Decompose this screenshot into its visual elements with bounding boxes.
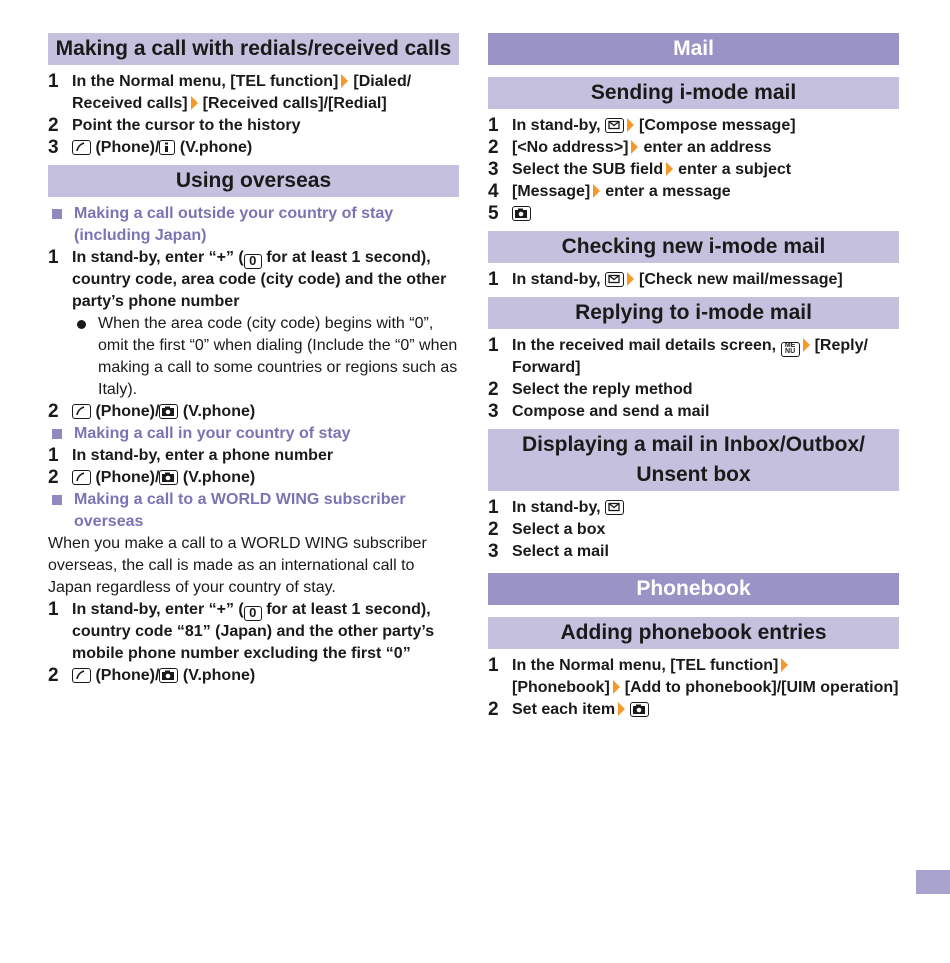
step-text: (Phone)/ (95, 667, 160, 684)
step-number: 2 (48, 115, 59, 136)
step (488, 137, 899, 159)
step (488, 269, 899, 291)
step-text: enter an address (643, 139, 772, 156)
step-text: In stand-by, (512, 499, 601, 516)
subheading-text: Making a call in your country of stay (74, 425, 351, 442)
phone-key-icon (72, 470, 91, 485)
step-text: Point the cursor to the history (72, 117, 301, 134)
step-text: [Add to phonebook]/[UIM operation] (624, 679, 899, 696)
step (48, 467, 459, 489)
phone-key-icon (72, 404, 91, 419)
note-text: When the area code (city code) begins with “0”, omit the first “0” when dialing (Include the “0” when making a call to some countries or regions such as Italy). (98, 315, 458, 398)
step-text: Select a box (512, 521, 606, 538)
menu-key-icon: ME NU (781, 342, 800, 357)
step (488, 115, 899, 137)
square-bullet-icon (52, 429, 62, 439)
camera-key-icon (159, 668, 178, 683)
step (488, 699, 899, 721)
section-header-redials: Making a call with redials/received calls (48, 33, 459, 65)
step (488, 519, 899, 541)
step-text: (V.phone) (182, 469, 256, 486)
step-text: (V.phone) (179, 139, 253, 156)
step-number: 1 (488, 115, 499, 136)
step (488, 497, 899, 519)
step (48, 137, 459, 159)
step-text: [<No address>] (512, 139, 629, 156)
square-bullet-icon (52, 495, 62, 505)
step-text: In stand-by, enter “+” ( (72, 249, 244, 266)
section-header-sending: Sending i-mode mail (488, 77, 899, 109)
camera-key-icon (159, 404, 178, 419)
mail-key-icon (605, 118, 624, 133)
arrow-icon (803, 338, 810, 352)
step-number: 1 (48, 71, 59, 92)
section-header-overseas: Using overseas (48, 165, 459, 197)
step-text: [Dialed/ (353, 73, 412, 90)
step-text: [Reply/ (814, 337, 868, 354)
step-number: 1 (488, 497, 499, 518)
step-number: 2 (488, 137, 499, 158)
step-number: 3 (488, 159, 499, 180)
arrow-icon (781, 658, 788, 672)
step (48, 247, 459, 313)
step-text: In stand-by, enter “+” ( (72, 601, 244, 618)
step-text: [Received calls]/[Redial] (202, 95, 387, 112)
bullet-note (48, 313, 459, 401)
step-text: [Message] (512, 183, 591, 200)
step-text: for at least 1 second), country code, area code (city code) and the other party’s phone number (72, 249, 447, 310)
step (48, 599, 459, 665)
step-text: (V.phone) (182, 667, 256, 684)
step-text: (V.phone) (182, 403, 256, 420)
phone-key-icon (72, 140, 91, 155)
square-bullet-icon (52, 209, 62, 219)
arrow-icon (593, 184, 600, 198)
right-column (488, 33, 899, 721)
section-header-displaying: Displaying a mail in Inbox/Outbox/ Unsent box (488, 429, 899, 491)
arrow-icon (618, 702, 625, 716)
step-text: Set each item (512, 701, 616, 718)
chapter-header-mail: Mail (488, 33, 899, 65)
step-number: 2 (48, 665, 59, 686)
subheading-text: Making a call to a WORLD WING subscriber overseas (74, 491, 406, 530)
left-column (48, 33, 459, 687)
step-text: for at least 1 second), country code “81” (Japan) and the other party’s mobile phone number excluding the first “0” (72, 601, 435, 662)
mail-key-icon (605, 272, 624, 287)
arrow-icon (341, 74, 348, 88)
step (488, 541, 899, 563)
step-number: 1 (48, 599, 59, 620)
step-number: 2 (488, 519, 499, 540)
step (48, 445, 459, 467)
subheading (48, 423, 459, 445)
camera-key-icon (512, 206, 531, 221)
chapter-header-phonebook: Phonebook (488, 573, 899, 605)
step-text: [Check new mail/message] (639, 271, 843, 288)
paragraph: When you make a call to a WORLD WING subscriber overseas, the call is made as an international call to Japan regardless of your country of stay. (48, 535, 427, 596)
step-text: Compose and send a mail (512, 403, 710, 420)
arrow-icon (666, 162, 673, 176)
step-number: 2 (488, 699, 499, 720)
step-text: Select a mail (512, 543, 609, 560)
step-number: 1 (48, 445, 59, 466)
step-text: (Phone)/ (95, 403, 160, 420)
step-text: Select the reply method (512, 381, 693, 398)
step (488, 335, 899, 379)
step-text: enter a message (605, 183, 731, 200)
arrow-icon (191, 96, 198, 110)
step (48, 401, 459, 423)
step-text: (Phone)/ (95, 469, 160, 486)
arrow-icon (631, 140, 638, 154)
step (488, 401, 899, 423)
step (48, 665, 459, 687)
camera-key-icon (630, 702, 649, 717)
section-header-checking: Checking new i-mode mail (488, 231, 899, 263)
step-number: 3 (488, 401, 499, 422)
step (488, 181, 899, 203)
step-text: In the Normal menu, [TEL function] (72, 73, 339, 90)
subheading (48, 489, 459, 533)
step-text: In stand-by, enter a phone number (72, 447, 334, 464)
step-text: In stand-by, (512, 117, 601, 134)
step-number: 1 (488, 655, 499, 676)
arrow-icon (627, 272, 634, 286)
step-text: [Phonebook] (512, 679, 610, 696)
page-edge-tab (916, 870, 950, 894)
phone-key-icon (72, 668, 91, 683)
step-text: Forward] (512, 359, 581, 376)
step (48, 71, 459, 115)
step (48, 115, 459, 137)
section-header-adding: Adding phonebook entries (488, 617, 899, 649)
step-number: 2 (48, 401, 59, 422)
dot-bullet-icon (77, 320, 86, 329)
step-text: enter a subject (678, 161, 792, 178)
step (488, 379, 899, 401)
step-number: 3 (48, 137, 59, 158)
step-text: In the received mail details screen, (512, 337, 777, 354)
step-number: 1 (48, 247, 59, 268)
arrow-icon (627, 118, 634, 132)
section-header-replying: Replying to i-mode mail (488, 297, 899, 329)
step-text: [Compose message] (639, 117, 796, 134)
step-number: 4 (488, 181, 499, 202)
step-text: In stand-by, (512, 271, 601, 288)
arrow-icon (613, 680, 620, 694)
step-number: 3 (488, 541, 499, 562)
step-number: 1 (488, 335, 499, 356)
step (488, 159, 899, 181)
step-text: Select the SUB field (512, 161, 664, 178)
step-number: 2 (488, 379, 499, 400)
zero-key-icon: 0 (244, 254, 262, 269)
step (488, 655, 899, 699)
subheading (48, 203, 459, 247)
step-number: 5 (488, 203, 499, 224)
step-text: In the Normal menu, [TEL function] (512, 657, 779, 674)
step-number: 1 (488, 269, 499, 290)
camera-key-icon (159, 470, 178, 485)
zero-key-icon: 0 (244, 606, 262, 621)
step (488, 203, 899, 225)
step-text: (Phone)/ (95, 139, 160, 156)
i-mode-key-icon (159, 140, 175, 155)
step-number: 2 (48, 467, 59, 488)
step-text: Received calls] (72, 95, 188, 112)
mail-key-icon (605, 500, 624, 515)
subheading-text: Making a call outside your country of stay (including Japan) (74, 205, 394, 244)
